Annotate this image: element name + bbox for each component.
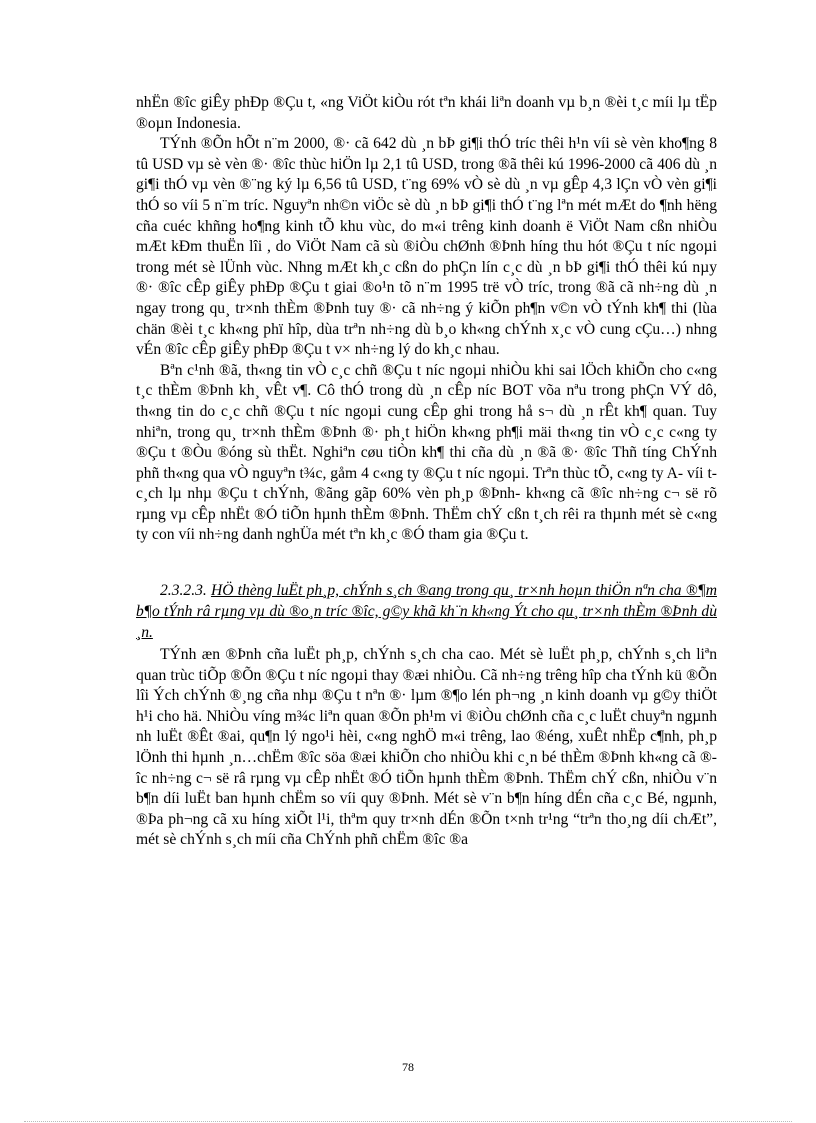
paragraph-1: nhËn ®îc giÊy phÐp ®Çu t, «ng ViÖt kiÒu rót tªn khái liªn doanh vµ b¸n ®èi t¸c míi lµ tËp ®oµn Indonesia. [136, 94, 717, 132]
section-number: 2.3.2.3. [160, 582, 207, 600]
body-text [136, 93, 717, 851]
page-bottom-rule [24, 1121, 792, 1122]
section-heading [136, 580, 717, 643]
paragraph-3: Bªn c¹nh ®ã, th«ng tin vÒ c¸c chñ ®Çu t níc ngoµi nhiÒu khi sai lÖch khiÕn cho c«ng t¸c thÈm ®Þnh kh¸ vÊt v¶. Cô thÓ trong dù ¸n cÊp níc BOT võa nªu trong phÇn VÝ dô, th«ng tin do c¸c chñ ®Çu t níc ngoµi cung cÊp ghi trong hå s¬ dù ¸n rÊt kh¶ quan. Tuy nhiªn, trong qu¸ tr×nh thÈm ®Þnh ®· ph¸t hiÖn kh«ng ph¶i mäi th«ng tin vÒ c¸c c«ng ty ®Çu t ®Òu ®óng sù thËt. Nghiªn cøu tiÒn kh¶ thi cña dù ¸n ®ã ®· ®îc Thñ tíng ChÝnh phñ th«ng qua vÒ nguyªn t¾c, gåm 4 c«ng ty ®Çu t níc ngoµi. Trªn thùc tÕ, c«ng ty A- víi t c¸ch lµ nhµ ®Çu t chÝnh, ®ãng gãp 60% vèn ph¸p ®Þnh- kh«ng cã ®îc nh÷ng c¬ së rõ rµng vµ cÊp nhËt ®Ó tiÕn hµnh thÈm ®Þnh. ThËm chÝ cßn t¸ch rêi ra thµnh mét sè c«ng ty con víi nh÷ng danh nghÜa mét tªn kh¸c ®Ó tham gia ®Çu t. [136, 361, 717, 544]
page-number: 78 [402, 1060, 414, 1074]
section-title: HÖ thèng luËt ph¸p, chÝnh s¸ch ®ang trong qu¸ tr×nh hoµn thiÖn nªn cha ®¶m b¶o tÝnh râ rµng vµ dù ®o¸n tríc ®îc, g©y khã kh¨n kh«ng Ýt cho qu¸ tr×nh thÈm ®Þnh dù ¸n. [136, 582, 717, 642]
paragraph-2: TÝnh ®Õn hÕt n¨m 2000, ®· cã 642 dù ¸n bÞ gi¶i thÓ tríc thêi h¹n víi sè vèn kho¶ng 8 tû USD vµ sè vèn ®· ®îc thùc hiÖn lµ 2,1 tû USD, trong ®ã thêi kú 1996-2000 cã 406 dù ¸n gi¶i thÓ vµ vèn ®¨ng ký lµ 6,56 tû USD, t¨ng 69% vÒ sè dù ¸n vµ gÊp 4,3 lÇn vÒ vèn gi¶i thÓ so víi 5 n¨m tríc. Nguyªn nh©n viÖc sè dù ¸n bÞ gi¶i thÓ t¨ng lªn mét mÆt do ¶nh hëng cña cuéc khñng ho¶ng kinh tÕ khu vùc, do m«i trêng kinh doanh ë ViÖt Nam cßn nhiÒu mÆt kÐm thuËn lîi , do ViÖt Nam cã sù ®iÒu chØnh ®Þnh híng thu hót ®Çu t níc ngoµi trong mét sè lÜnh vùc. Nhng mÆt kh¸c cßn do phÇn lín c¸c dù ¸n bÞ gi¶i thÓ thêi kú nµy ®· ®îc cÊp giÊy phÐp ®Çu t giai ®o¹n tõ n¨m 1995 trë vÒ tríc, trong ®ã cã nh÷ng dù ¸n ngay trong qu¸ tr×nh thÈm ®Þnh tuy ®· cã nh÷ng ý kiÕn ph¶n v©n vÒ tÝnh kh¶ thi (lùa chän ®èi t¸c kh«ng phï hîp, dùa trªn nh÷ng dù b¸o kh«ng chÝnh x¸c vÒ cung cÇu…) nhng vÉn ®îc cÊp giÊy phÐp ®Çu t v× nh÷ng lý do kh¸c nhau. [136, 135, 717, 359]
paragraph-4: TÝnh æn ®Þnh cña luËt ph¸p, chÝnh s¸ch cha cao. Mét sè luËt ph¸p, chÝnh s¸ch liªn quan trùc tiÕp ®Õn ®Çu t níc ngoµi thay ®æi nhiÒu. Cã nh÷ng trêng hîp cha tÝnh kü ®Õn lîi Ých chÝnh ®¸ng cña nhµ ®Çu t nªn ®· lµm ®¶o lén ph¬ng ¸n kinh doanh vµ g©y thiÖt h¹i cho hä. NhiÒu víng m¾c liªn quan ®Õn ph¹m vi ®iÒu chØnh cña c¸c luËt chuyªn ngµnh nh luËt ®Êt ®ai, qu¶n lý ngo¹i hèi, c«ng nghÖ m«i trêng, lao ®éng, xuÊt nhËp c¶nh, ph¸p lÖnh thi hµnh ¸n…chËm ®îc söa ®æi khiÕn cho nhiÒu khi c¸n bé thÈm ®Þnh kh«ng cã ®îc nh÷ng c¬ së râ rµng vµ cÊp nhËt ®Ó tiÕn hµnh thÈm ®Þnh. ThËm chÝ cßn, nhiÒu v¨n b¶n díi luËt ban hµnh chËm so víi quy ®Þnh. Mét sè v¨n b¶n híng dÉn cña c¸c Bé, ngµnh, ®Þa ph¬ng cã xu híng xiÕt l¹i, thªm quy tr×nh dÉn ®Õn t×nh tr¹ng “trªn tho¸ng díi chÆt”, mét sè chÝnh s¸ch míi cña ChÝnh phñ chËm ®îc ®a [136, 646, 717, 849]
